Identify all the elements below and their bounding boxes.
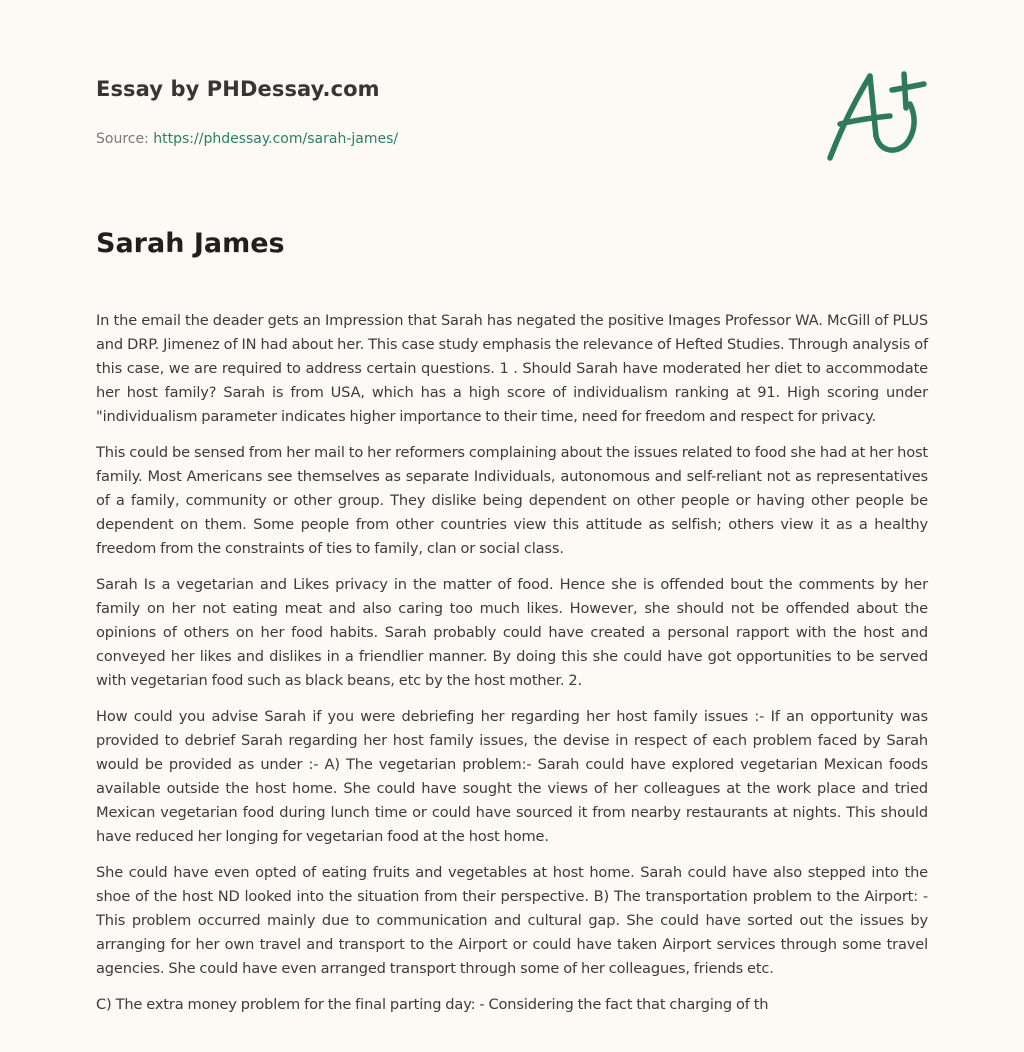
essay-paragraph: In the email the deader gets an Impression that Sarah has negated the positive Images Professor WA. McGill of PLUS and DRP. Jimenez of IN had about her. This case study emphasis the relevance of Hefted Studies. Through analysis of this case, we are required to address certain questions. 1 . Should Sarah have moderated her diet to accommodate her host family? Sarah is from USA, which has a high score of individualism ranking at 91. High scoring under "individualism parameter indicates higher importance to their time, need for freedom and respect for privacy. xyxy=(96,312,928,425)
page-header xyxy=(96,74,928,149)
a-plus-grade-icon xyxy=(818,62,934,166)
site-title: Essay by PHDessay.com xyxy=(96,77,380,101)
source-link[interactable]: https://phdessay.com/sarah-james/ xyxy=(153,131,399,147)
source-line xyxy=(96,129,928,149)
essay-paragraph: She could have even opted of eating fruits and vegetables at host home. Sarah could have also stepped into the shoe of the host ND looked into the situation from their perspective. B) The transportation problem to the Airport: - This problem occurred mainly due to communication and cultural gap. She could have sorted out the issues by arranging for her own travel and transport to the Airport or could have taken Airport services through some travel agencies. She could have even arranged transport through some of her colleagues, friends etc. xyxy=(96,864,928,977)
essay-body xyxy=(96,309,928,1029)
essay-paragraph: This could be sensed from her mail to her reformers complaining about the issues related to food she had at her host family. Most Americans see themselves as separate Individuals, autonomous and self-reliant not as representatives of a family, community or other group. They dislike being dependent on other people or having other people be dependent on them. Some people from other countries view this attitude as selfish; others view it as a healthy freedom from the constraints of ties to family, clan or social class. xyxy=(96,444,928,557)
source-label: Source: xyxy=(96,131,154,147)
essay-paragraph: How could you advise Sarah if you were debriefing her regarding her host family issues :- If an opportunity was provided to debrief Sarah regarding her host family issues, the devise in respect of each problem faced by Sarah would be provided as under :- A) The vegetarian problem:- Sarah could have explored vegetarian Mexican foods available outside the host home. She could have sought the views of her colleagues at the work place and tried Mexican vegetarian food during lunch time or could have sourced it from nearby restaurants at nights. This should have reduced her longing for vegetarian food at the host home. xyxy=(96,708,928,845)
essay-paragraph: C) The extra money problem for the final parting day: - Considering the fact that charging of th xyxy=(96,996,769,1013)
essay-paragraph: Sarah Is a vegetarian and Likes privacy in the matter of food. Hence she is offended bout the comments by her family on her not eating meat and also caring too much likes. However, she should not be offended about the opinions of others on her food habits. Sarah probably could have created a personal rapport with the host and conveyed her likes and dislikes in a friendlier manner. By doing this she could have got opportunities to be served with vegetarian food such as black beans, etc by the host mother. 2. xyxy=(96,576,928,689)
essay-title: Sarah James xyxy=(96,228,285,259)
